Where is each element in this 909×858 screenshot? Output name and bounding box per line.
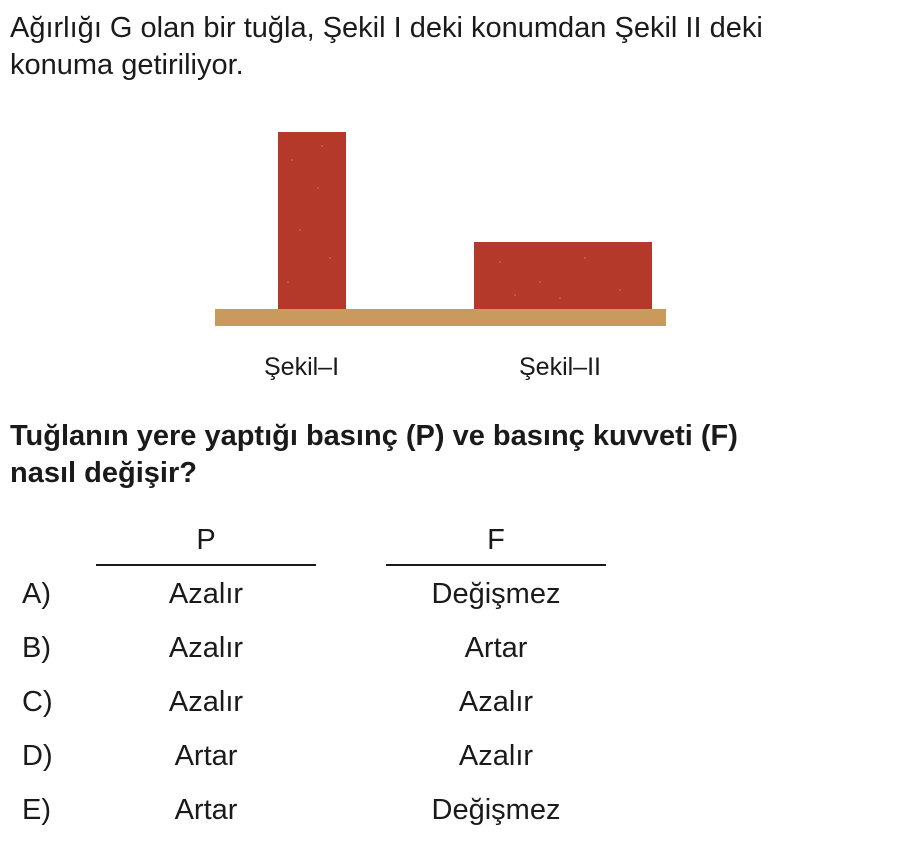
column-rule-f xyxy=(386,564,606,566)
option-letter: E) xyxy=(22,794,51,826)
option-f-value: Değişmez xyxy=(431,578,561,610)
option-p-value: Azalır xyxy=(168,686,244,718)
option-letter: D) xyxy=(22,740,53,772)
intro-line-1: Ağırlığı G olan bir tuğla, Şekil I deki konumdan Şekil II deki xyxy=(10,12,763,44)
option-row-e[interactable] xyxy=(0,790,909,830)
option-f-value: Değişmez xyxy=(431,794,561,826)
option-p-value: Artar xyxy=(174,794,238,826)
prompt-line-2: nasıl değişir? xyxy=(10,457,197,489)
figure-label-1: Şekil–I xyxy=(264,353,340,381)
column-header-p: P xyxy=(196,524,216,556)
brick-figure xyxy=(0,0,909,400)
option-f-value: Azalır xyxy=(458,740,534,772)
question-prompt xyxy=(10,418,900,492)
option-letter: A) xyxy=(22,578,51,610)
column-rule-p xyxy=(96,564,316,566)
option-p-value: Artar xyxy=(174,740,238,772)
option-f-value: Azalır xyxy=(458,686,534,718)
option-row-c[interactable] xyxy=(0,682,909,722)
option-letter: B) xyxy=(22,632,51,664)
column-header-f: F xyxy=(487,524,505,556)
flat-brick xyxy=(474,242,652,309)
option-p-value: Azalır xyxy=(168,578,244,610)
option-row-a[interactable] xyxy=(0,574,909,614)
option-p-value: Azalır xyxy=(168,632,244,664)
option-row-b[interactable] xyxy=(0,628,909,668)
prompt-line-1: Tuğlanın yere yaptığı basınç (P) ve basınç kuvveti (F) xyxy=(10,420,738,452)
figure-label-2: Şekil–II xyxy=(519,353,601,381)
option-letter: C) xyxy=(22,686,53,718)
intro-line-2: konuma getiriliyor. xyxy=(10,49,244,81)
option-f-value: Artar xyxy=(464,632,528,664)
ground-bar xyxy=(215,309,666,326)
option-row-d[interactable] xyxy=(0,736,909,776)
